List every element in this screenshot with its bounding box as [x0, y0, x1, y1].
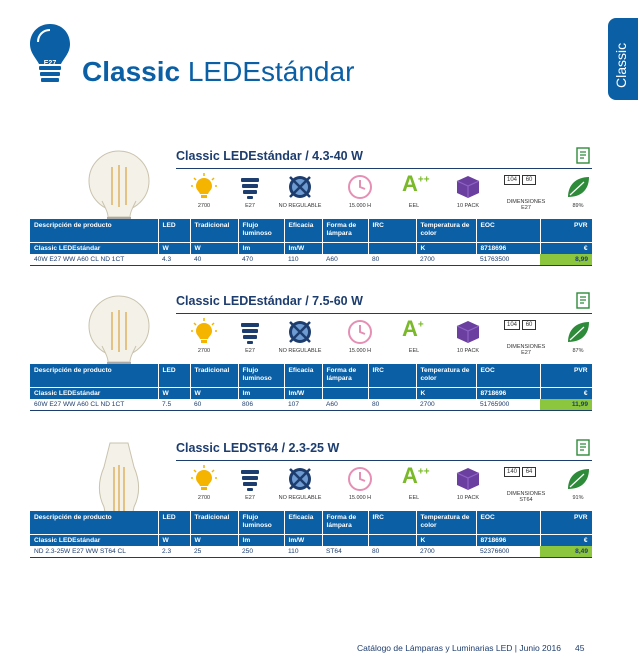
- col-traditional: Tradicional: [190, 219, 238, 242]
- energy-class-badge: A++: [402, 463, 430, 488]
- cap-base-icon: [236, 318, 264, 346]
- dimensions-icon: 104 60: [504, 320, 536, 330]
- col-traditional: Tradicional: [190, 364, 238, 387]
- col-color-temp: Temperatura de color: [416, 364, 476, 387]
- data-cell: 52376600: [476, 546, 540, 558]
- col-flux: Flujo luminoso: [238, 511, 284, 534]
- data-cell: 60W E27 WW A60 CL ND 1CT: [30, 399, 158, 411]
- energy-class-badge: A+: [402, 316, 424, 341]
- col-led: LED: [158, 219, 190, 242]
- col-irc: IRC: [368, 219, 416, 242]
- spec-energy-class: A++ EEL: [402, 463, 430, 501]
- datasheet-icon[interactable]: [576, 292, 590, 309]
- table-header-row: [30, 219, 592, 242]
- unit-cell: W: [190, 387, 238, 399]
- data-cell: 80: [368, 399, 416, 411]
- data-cell: 80: [368, 254, 416, 266]
- unit-cell: 8718696: [476, 242, 540, 254]
- col-description: Descripción de producto: [30, 511, 158, 534]
- no-dimming-icon: [286, 465, 314, 493]
- cap-base-icon: [236, 173, 264, 201]
- spec-cap: E27: [222, 173, 278, 213]
- unit-cell: €: [540, 534, 592, 546]
- table-units-row: [30, 242, 592, 254]
- unit-cell: [368, 534, 416, 546]
- spec-pack: 10 PACK: [440, 318, 496, 358]
- datasheet-icon[interactable]: [576, 439, 590, 456]
- data-cell: 80: [368, 546, 416, 558]
- col-irc: IRC: [368, 511, 416, 534]
- spec-efficiency: 87%: [550, 318, 606, 358]
- unit-cell: W: [190, 242, 238, 254]
- spec-cap: E27: [222, 318, 278, 358]
- bulb-icon: [190, 318, 218, 346]
- table-units-row: [30, 387, 592, 399]
- unit-cell: €: [540, 387, 592, 399]
- col-color-temp: Temperatura de color: [416, 219, 476, 242]
- unit-cell: lm/W: [284, 534, 322, 546]
- table-row: [30, 546, 592, 558]
- unit-cell: Classic LEDEstándar: [30, 242, 158, 254]
- side-tab-classic[interactable]: [608, 18, 638, 100]
- leaf-icon: [564, 173, 592, 201]
- spec-pack: 10 PACK: [440, 173, 496, 213]
- clock-icon: [346, 465, 374, 493]
- col-led: LED: [158, 511, 190, 534]
- spec-dimensions: 140 64 DIMENSIONES ST64: [498, 465, 554, 505]
- col-efficacy: Eficacia: [284, 511, 322, 534]
- col-shape: Forma de lámpara: [322, 219, 368, 242]
- col-pvr: PVR: [540, 219, 592, 242]
- data-cell: A60: [322, 254, 368, 266]
- col-description: Descripción de producto: [30, 364, 158, 387]
- col-efficacy: Eficacia: [284, 364, 322, 387]
- pack-cube-icon: [454, 173, 482, 201]
- data-cell: 2.3: [158, 546, 190, 558]
- unit-cell: [322, 534, 368, 546]
- bulb-icon: [190, 173, 218, 201]
- product-table: [30, 511, 593, 558]
- page-header: [0, 0, 638, 110]
- pack-cube-icon: [454, 465, 482, 493]
- data-cell: 2700: [416, 254, 476, 266]
- col-description: Descripción de producto: [30, 219, 158, 242]
- col-led: LED: [158, 364, 190, 387]
- unit-cell: K: [416, 534, 476, 546]
- spec-energy-class: A+ EEL: [402, 316, 424, 354]
- data-cell: 470: [238, 254, 284, 266]
- section-title: Classic LEDST64 / 2.3-25 W: [176, 441, 340, 455]
- data-cell: 2700: [416, 399, 476, 411]
- col-flux: Flujo luminoso: [238, 219, 284, 242]
- spec-pack: 10 PACK: [440, 465, 496, 505]
- data-cell: 4.3: [158, 254, 190, 266]
- col-pvr: PVR: [540, 511, 592, 534]
- unit-cell: W: [158, 242, 190, 254]
- page-footer: [357, 643, 584, 653]
- side-tab-label: Classic: [613, 42, 629, 88]
- bulb-e27-icon: [28, 22, 72, 86]
- data-cell: 60: [190, 399, 238, 411]
- spec-efficiency: 89%: [550, 173, 606, 213]
- col-traditional: Tradicional: [190, 511, 238, 534]
- col-flux: Flujo luminoso: [238, 364, 284, 387]
- clock-icon: [346, 173, 374, 201]
- spec-lifetime: 15.000 H: [332, 318, 388, 358]
- spec-dimming: NO REGULABLE: [272, 465, 328, 505]
- unit-cell: W: [158, 387, 190, 399]
- title-divider: [176, 460, 592, 461]
- cap-base-icon: [236, 465, 264, 493]
- section-title: Classic LEDEstándar / 7.5-60 W: [176, 294, 363, 308]
- spec-cap: E27: [222, 465, 278, 505]
- data-cell: 25: [190, 546, 238, 558]
- data-cell: ST64: [322, 546, 368, 558]
- table-header-row: [30, 364, 592, 387]
- data-cell: 51765900: [476, 399, 540, 411]
- spec-color-temp: 2700: [176, 173, 232, 213]
- data-cell: 250: [238, 546, 284, 558]
- title-divider: [176, 168, 592, 169]
- data-cell: 7.5: [158, 399, 190, 411]
- spec-dimensions: 104 60 DIMENSIONES E27: [498, 318, 554, 358]
- unit-cell: 8718696: [476, 534, 540, 546]
- data-cell: ND 2.3-25W E27 WW ST64 CL: [30, 546, 158, 558]
- pack-cube-icon: [454, 318, 482, 346]
- spec-icon-row: [176, 318, 596, 358]
- bulb-icon: [190, 465, 218, 493]
- unit-cell: K: [416, 387, 476, 399]
- table-header-row: [30, 511, 592, 534]
- no-dimming-icon: [286, 318, 314, 346]
- dimensions-icon: 104 60: [504, 175, 536, 185]
- unit-cell: lm/W: [284, 387, 322, 399]
- col-eoc: EOC: [476, 511, 540, 534]
- spec-dimensions: 104 60 DIMENSIONES E27: [498, 173, 554, 213]
- data-cell: 806: [238, 399, 284, 411]
- data-cell: 110: [284, 546, 322, 558]
- page-number: 45: [574, 643, 585, 653]
- unit-cell: K: [416, 242, 476, 254]
- product-section-1: [0, 145, 638, 275]
- col-eoc: EOC: [476, 219, 540, 242]
- table-units-row: [30, 534, 592, 546]
- unit-cell: Classic LEDEstándar: [30, 387, 158, 399]
- product-table: [30, 219, 593, 266]
- spec-dimming: NO REGULABLE: [272, 318, 328, 358]
- unit-cell: [368, 242, 416, 254]
- col-eoc: EOC: [476, 364, 540, 387]
- datasheet-icon[interactable]: [576, 147, 590, 164]
- product-section-2: [0, 290, 638, 420]
- spec-efficiency: 91%: [550, 465, 606, 505]
- data-cell: 107: [284, 399, 322, 411]
- col-shape: Forma de lámpara: [322, 364, 368, 387]
- title-divider: [176, 313, 592, 314]
- spec-color-temp: 2700: [176, 318, 232, 358]
- spec-color-temp: 2700: [176, 465, 232, 505]
- unit-cell: €: [540, 242, 592, 254]
- unit-cell: lm/W: [284, 242, 322, 254]
- data-cell: 40: [190, 254, 238, 266]
- unit-cell: lm: [238, 534, 284, 546]
- col-pvr: PVR: [540, 364, 592, 387]
- spec-dimming: NO REGULABLE: [272, 173, 328, 213]
- col-efficacy: Eficacia: [284, 219, 322, 242]
- data-cell: A60: [322, 399, 368, 411]
- data-cell: 51763500: [476, 254, 540, 266]
- clock-icon: [346, 318, 374, 346]
- col-shape: Forma de lámpara: [322, 511, 368, 534]
- spec-lifetime: 15.000 H: [332, 173, 388, 213]
- unit-cell: lm: [238, 242, 284, 254]
- no-dimming-icon: [286, 173, 314, 201]
- product-section-3: [0, 437, 638, 567]
- dimensions-icon: 140 64: [504, 467, 536, 477]
- unit-cell: [368, 387, 416, 399]
- section-title: Classic LEDEstándar / 4.3-40 W: [176, 149, 363, 163]
- leaf-icon: [564, 465, 592, 493]
- price-cell: 8,99: [540, 254, 592, 266]
- bulb-cap-label: E27: [43, 60, 57, 67]
- price-cell: 8,49: [540, 546, 592, 558]
- unit-cell: [322, 242, 368, 254]
- table-row: [30, 399, 592, 411]
- leaf-icon: [564, 318, 592, 346]
- table-row: [30, 254, 592, 266]
- unit-cell: [322, 387, 368, 399]
- energy-class-badge: A++: [402, 171, 430, 196]
- data-cell: 110: [284, 254, 322, 266]
- unit-cell: lm: [238, 387, 284, 399]
- col-irc: IRC: [368, 364, 416, 387]
- spec-lifetime: 15.000 H: [332, 465, 388, 505]
- spec-energy-class: A++ EEL: [402, 171, 430, 209]
- col-color-temp: Temperatura de color: [416, 511, 476, 534]
- unit-cell: 8718696: [476, 387, 540, 399]
- unit-cell: W: [158, 534, 190, 546]
- unit-cell: W: [190, 534, 238, 546]
- footer-text: Catálogo de Lámparas y Luminarias LED | Junio 2016: [357, 643, 561, 653]
- price-cell: 11,99: [540, 399, 592, 411]
- spec-icon-row: [176, 465, 596, 505]
- spec-icon-row: [176, 173, 596, 213]
- page-title: Classic LEDEstándar: [82, 56, 355, 87]
- data-cell: 2700: [416, 546, 476, 558]
- product-table: [30, 364, 593, 411]
- unit-cell: Classic LEDEstándar: [30, 534, 158, 546]
- data-cell: 40W E27 WW A60 CL ND 1CT: [30, 254, 158, 266]
